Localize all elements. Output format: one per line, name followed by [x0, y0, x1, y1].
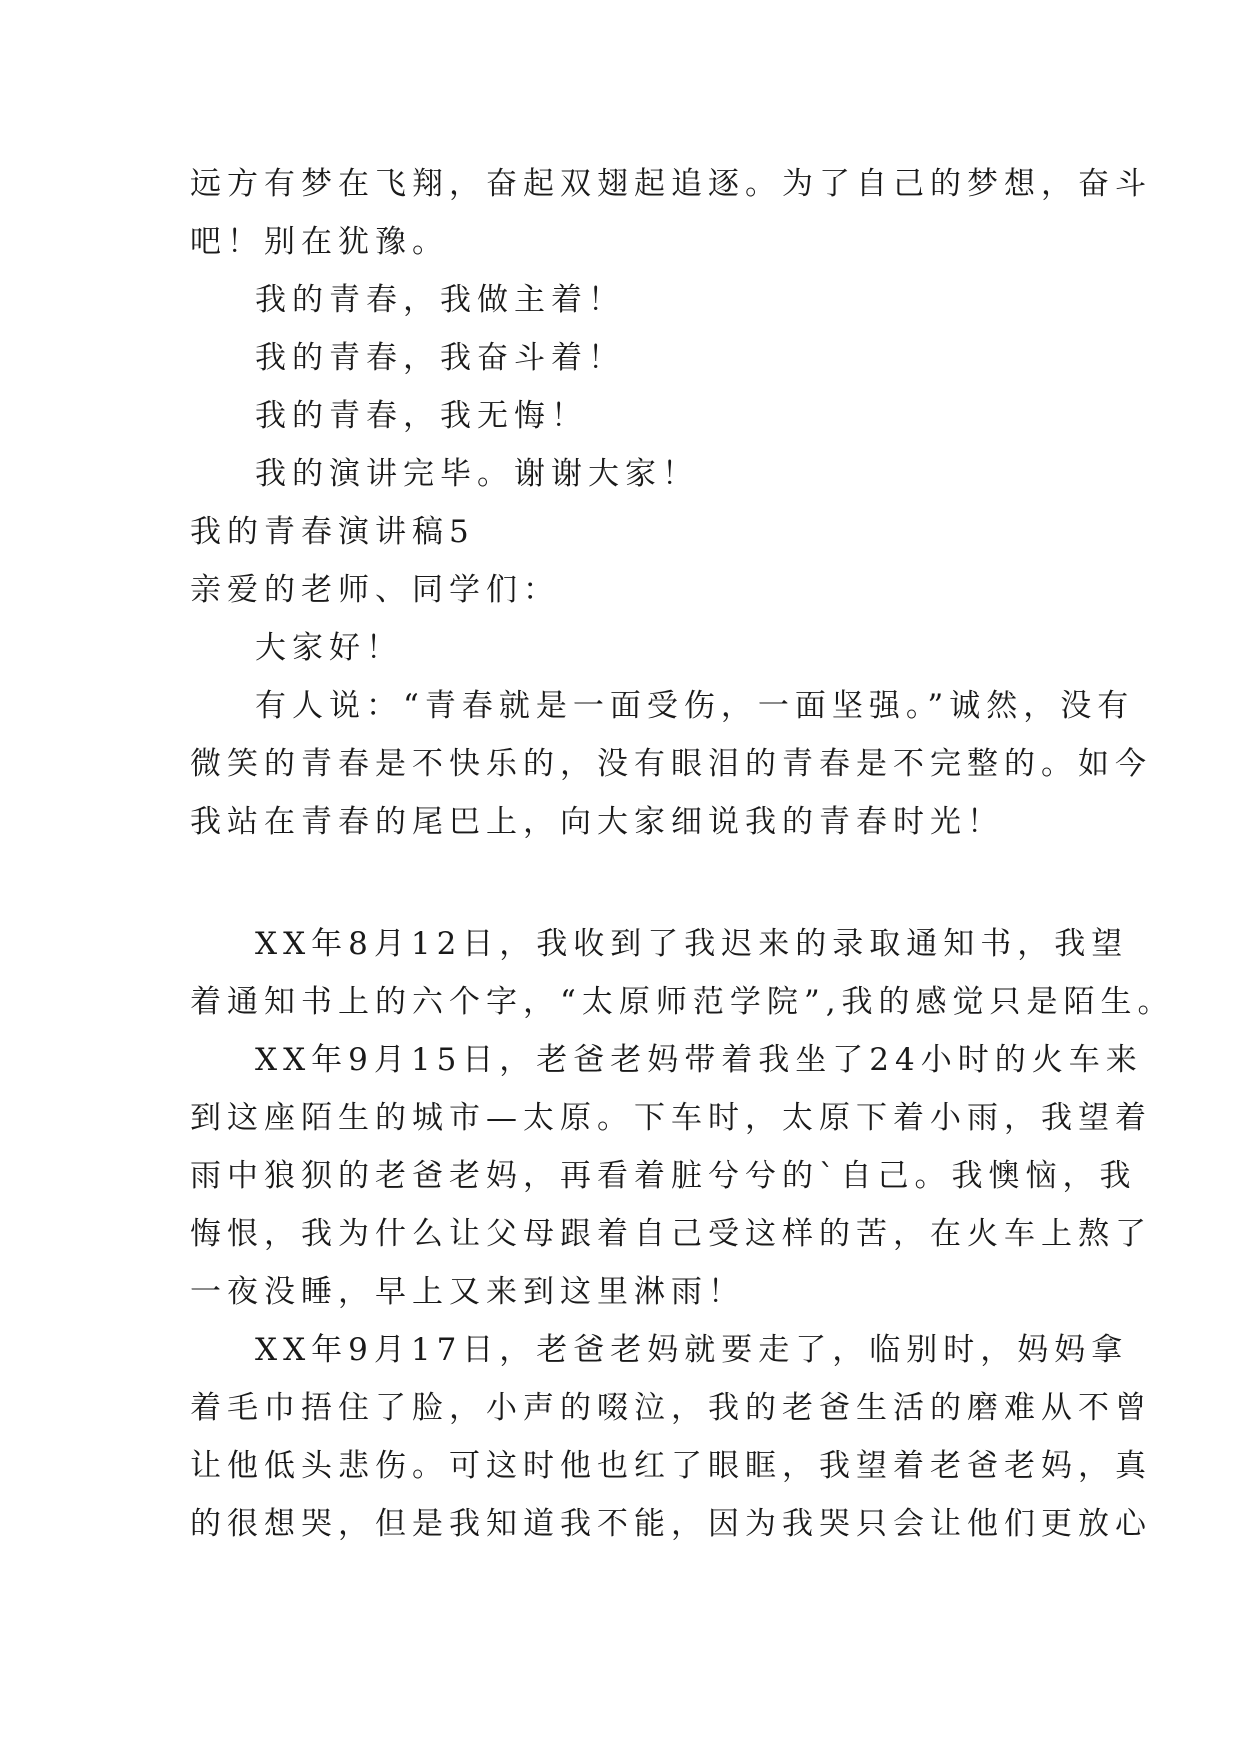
paragraph-line: XX年9月17日，老爸老妈就要走了，临别时，妈妈拿	[255, 1332, 1129, 1368]
paragraph-line: 着毛巾捂住了脸，小声的啜泣，我的老爸生活的磨难从不曾	[190, 1390, 1152, 1426]
salutation: 亲爱的老师、同学们：	[190, 572, 560, 608]
intro-line: 有人说：“青春就是一面受伤，一面坚强。”诚然，没有	[255, 688, 1135, 724]
paragraph-line: 着通知书上的六个字，“太原师范学院”,我的感觉只是陌生。	[190, 984, 1175, 1020]
closing-line: 我的演讲完毕。谢谢大家！	[255, 456, 699, 492]
paragraph-line: 一夜没睡，早上又来到这里淋雨！	[190, 1274, 745, 1310]
paragraph-line: XX年9月15日，老爸老妈带着我坐了24小时的火车来	[255, 1042, 1143, 1078]
closing-line: 我的青春，我奋斗着！	[255, 340, 625, 376]
paragraph-line: XX年8月12日，我收到了我迟来的录取通知书，我望	[255, 926, 1129, 962]
closing-line: 我的青春，我无悔！	[255, 398, 588, 434]
paragraph-line: 的很想哭，但是我知道我不能，因为我哭只会让他们更放心	[190, 1506, 1152, 1542]
paragraph-line: 雨中狼狈的老爸老妈，再看着脏兮兮的`自己。我懊恼，我	[190, 1158, 1137, 1194]
section-title: 我的青春演讲稿5	[190, 514, 475, 550]
paragraph-line: 吧！别在犹豫。	[190, 224, 449, 260]
paragraph-gap	[190, 851, 1050, 915]
intro-line: 我站在青春的尾巴上，向大家细说我的青春时光！	[190, 804, 1004, 840]
paragraph-line: 远方有梦在飞翔，奋起双翅起追逐。为了自己的梦想，奋斗	[190, 166, 1152, 202]
paragraph-line: 悔恨，我为什么让父母跟着自己受这样的苦，在火车上熬了	[190, 1216, 1152, 1252]
greeting: 大家好！	[255, 630, 403, 666]
closing-line: 我的青春，我做主着！	[255, 282, 625, 318]
document-body	[190, 155, 1175, 1553]
paragraph-line: 到这座陌生的城市—太原。下车时，太原下着小雨，我望着	[190, 1100, 1152, 1136]
paragraph-line: 让他低头悲伤。可这时他也红了眼眶，我望着老爸老妈，真	[190, 1448, 1152, 1484]
intro-line: 微笑的青春是不快乐的，没有眼泪的青春是不完整的。如今	[190, 746, 1152, 782]
